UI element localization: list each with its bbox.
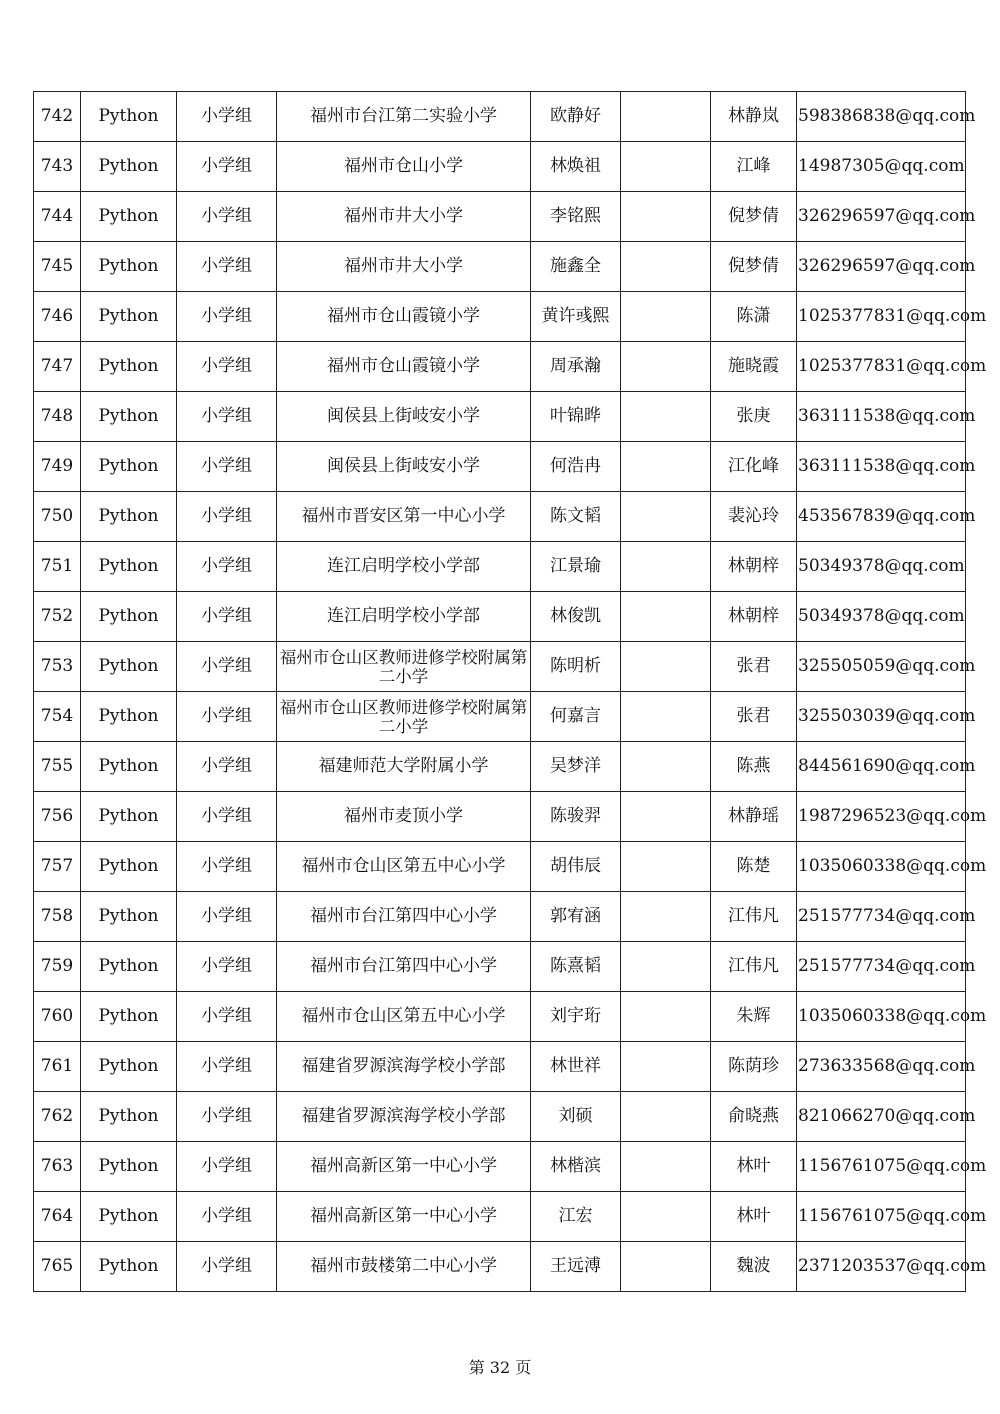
cell-language: Python <box>81 1042 177 1092</box>
cell-blank <box>621 842 711 892</box>
cell-teacher: 施晓霞 <box>711 342 797 392</box>
cell-blank <box>621 92 711 142</box>
cell-number: 744 <box>34 192 81 242</box>
cell-student: 林世祥 <box>531 1042 621 1092</box>
cell-language: Python <box>81 842 177 892</box>
cell-email: 1156761075@qq.com <box>797 1142 966 1192</box>
cell-blank <box>621 692 711 742</box>
cell-student: 陈文韬 <box>531 492 621 542</box>
cell-email: 1987296523@qq.com <box>797 792 966 842</box>
cell-number: 745 <box>34 242 81 292</box>
cell-student: 叶锦晔 <box>531 392 621 442</box>
table-row <box>34 392 966 442</box>
cell-group: 小学组 <box>177 592 277 642</box>
cell-email: 363111538@qq.com <box>797 442 966 492</box>
cell-teacher: 陈楚 <box>711 842 797 892</box>
table-row <box>34 1092 966 1142</box>
cell-email: 273633568@qq.com <box>797 1042 966 1092</box>
cell-language: Python <box>81 192 177 242</box>
cell-blank <box>621 292 711 342</box>
cell-email: 1035060338@qq.com <box>797 842 966 892</box>
cell-email: 50349378@qq.com <box>797 592 966 642</box>
cell-number: 756 <box>34 792 81 842</box>
cell-group: 小学组 <box>177 492 277 542</box>
cell-teacher: 林朝梓 <box>711 542 797 592</box>
cell-school: 福建师范大学附属小学 <box>277 742 531 792</box>
table-row <box>34 92 966 142</box>
table-row <box>34 242 966 292</box>
cell-language: Python <box>81 792 177 842</box>
cell-student: 施鑫全 <box>531 242 621 292</box>
cell-group: 小学组 <box>177 792 277 842</box>
cell-group: 小学组 <box>177 1042 277 1092</box>
cell-email: 325503039@qq.com <box>797 692 966 742</box>
table-row <box>34 1042 966 1092</box>
cell-group: 小学组 <box>177 442 277 492</box>
cell-blank <box>621 792 711 842</box>
cell-email: 325505059@qq.com <box>797 642 966 692</box>
cell-school: 福州市仓山区第五中心小学 <box>277 992 531 1042</box>
page-number: 第 32 页 <box>468 1358 532 1377</box>
cell-teacher: 江伟凡 <box>711 942 797 992</box>
cell-language: Python <box>81 742 177 792</box>
cell-blank <box>621 1092 711 1142</box>
cell-student: 王远溥 <box>531 1242 621 1292</box>
cell-teacher: 林静岚 <box>711 92 797 142</box>
cell-number: 755 <box>34 742 81 792</box>
cell-number: 760 <box>34 992 81 1042</box>
cell-teacher: 倪梦倩 <box>711 192 797 242</box>
cell-language: Python <box>81 92 177 142</box>
cell-group: 小学组 <box>177 642 277 692</box>
cell-number: 761 <box>34 1042 81 1092</box>
cell-teacher: 江峰 <box>711 142 797 192</box>
roster-table <box>33 91 987 1292</box>
cell-teacher: 陈潇 <box>711 292 797 342</box>
cell-number: 757 <box>34 842 81 892</box>
cell-email: 50349378@qq.com <box>797 542 966 592</box>
cell-number: 764 <box>34 1192 81 1242</box>
cell-school: 福州市台江第四中心小学 <box>277 942 531 992</box>
cell-teacher: 倪梦倩 <box>711 242 797 292</box>
cell-school: 福州市仓山区第五中心小学 <box>277 842 531 892</box>
cell-language: Python <box>81 142 177 192</box>
table-row <box>34 442 966 492</box>
cell-school: 福州市仓山霞镜小学 <box>277 342 531 392</box>
cell-group: 小学组 <box>177 1192 277 1242</box>
cell-group: 小学组 <box>177 342 277 392</box>
cell-group: 小学组 <box>177 542 277 592</box>
cell-number: 758 <box>34 892 81 942</box>
cell-language: Python <box>81 892 177 942</box>
cell-student: 何嘉言 <box>531 692 621 742</box>
cell-number: 763 <box>34 1142 81 1192</box>
cell-email: 363111538@qq.com <box>797 392 966 442</box>
cell-teacher: 张君 <box>711 692 797 742</box>
cell-blank <box>621 592 711 642</box>
cell-student: 林焕祖 <box>531 142 621 192</box>
cell-group: 小学组 <box>177 392 277 442</box>
cell-student: 黄许彧熙 <box>531 292 621 342</box>
cell-number: 743 <box>34 142 81 192</box>
cell-teacher: 林叶 <box>711 1192 797 1242</box>
cell-teacher: 林朝梓 <box>711 592 797 642</box>
cell-teacher: 江化峰 <box>711 442 797 492</box>
cell-language: Python <box>81 692 177 742</box>
cell-school: 福州市鼓楼第二中心小学 <box>277 1242 531 1292</box>
cell-language: Python <box>81 442 177 492</box>
cell-blank <box>621 942 711 992</box>
cell-email: 251577734@qq.com <box>797 892 966 942</box>
cell-group: 小学组 <box>177 192 277 242</box>
cell-blank <box>621 642 711 692</box>
cell-student: 李铭熙 <box>531 192 621 242</box>
table-row <box>34 592 966 642</box>
cell-school: 连江启明学校小学部 <box>277 592 531 642</box>
cell-student: 何浩冉 <box>531 442 621 492</box>
cell-email: 326296597@qq.com <box>797 192 966 242</box>
cell-blank <box>621 192 711 242</box>
cell-teacher: 魏波 <box>711 1242 797 1292</box>
cell-blank <box>621 1192 711 1242</box>
table-row <box>34 192 966 242</box>
cell-teacher: 俞晓燕 <box>711 1092 797 1142</box>
cell-group: 小学组 <box>177 692 277 742</box>
table-row <box>34 992 966 1042</box>
cell-number: 753 <box>34 642 81 692</box>
cell-language: Python <box>81 942 177 992</box>
cell-language: Python <box>81 592 177 642</box>
cell-school: 福州市仓山小学 <box>277 142 531 192</box>
table-row <box>34 842 966 892</box>
cell-school: 福州高新区第一中心小学 <box>277 1142 531 1192</box>
roster-body <box>34 92 987 1292</box>
cell-number: 754 <box>34 692 81 742</box>
cell-number: 749 <box>34 442 81 492</box>
cell-school: 闽侯县上街岐安小学 <box>277 392 531 442</box>
cell-school: 福州市井大小学 <box>277 242 531 292</box>
cell-group: 小学组 <box>177 942 277 992</box>
cell-language: Python <box>81 1142 177 1192</box>
cell-language: Python <box>81 342 177 392</box>
cell-school: 福州市仓山霞镜小学 <box>277 292 531 342</box>
cell-number: 752 <box>34 592 81 642</box>
table-row <box>34 542 966 592</box>
cell-number: 762 <box>34 1092 81 1142</box>
cell-school: 连江启明学校小学部 <box>277 542 531 592</box>
cell-email: 1156761075@qq.com <box>797 1192 966 1242</box>
cell-language: Python <box>81 642 177 692</box>
cell-school: 福州市仓山区教师进修学校附属第二小学 <box>277 642 531 692</box>
cell-blank <box>621 342 711 392</box>
table-row <box>34 142 966 192</box>
cell-language: Python <box>81 492 177 542</box>
cell-school: 福州市台江第二实验小学 <box>277 92 531 142</box>
cell-teacher: 陈燕 <box>711 742 797 792</box>
cell-teacher: 张君 <box>711 642 797 692</box>
cell-number: 746 <box>34 292 81 342</box>
cell-blank <box>621 542 711 592</box>
cell-group: 小学组 <box>177 842 277 892</box>
cell-email: 1025377831@qq.com <box>797 342 966 392</box>
cell-school: 福州市晋安区第一中心小学 <box>277 492 531 542</box>
cell-blank <box>621 242 711 292</box>
cell-student: 周承瀚 <box>531 342 621 392</box>
cell-number: 747 <box>34 342 81 392</box>
cell-number: 765 <box>34 1242 81 1292</box>
cell-blank <box>621 742 711 792</box>
cell-blank <box>621 492 711 542</box>
cell-blank <box>621 892 711 942</box>
cell-school: 福州市台江第四中心小学 <box>277 892 531 942</box>
table-row <box>34 492 966 542</box>
cell-number: 742 <box>34 92 81 142</box>
table-row <box>34 892 966 942</box>
cell-student: 江景瑜 <box>531 542 621 592</box>
cell-language: Python <box>81 242 177 292</box>
cell-student: 吴梦洋 <box>531 742 621 792</box>
cell-school: 福建省罗源滨海学校小学部 <box>277 1092 531 1142</box>
cell-student: 陈熹韬 <box>531 942 621 992</box>
cell-email: 844561690@qq.com <box>797 742 966 792</box>
cell-number: 759 <box>34 942 81 992</box>
table-row <box>34 1142 966 1192</box>
cell-blank <box>621 992 711 1042</box>
cell-email: 326296597@qq.com <box>797 242 966 292</box>
table-row <box>34 1192 966 1242</box>
cell-group: 小学组 <box>177 292 277 342</box>
cell-group: 小学组 <box>177 992 277 1042</box>
cell-email: 453567839@qq.com <box>797 492 966 542</box>
cell-school: 闽侯县上街岐安小学 <box>277 442 531 492</box>
cell-blank <box>621 142 711 192</box>
cell-group: 小学组 <box>177 142 277 192</box>
cell-teacher: 裴沁玲 <box>711 492 797 542</box>
cell-email: 1035060338@qq.com <box>797 992 966 1042</box>
table-row <box>34 292 966 342</box>
cell-teacher: 林静瑶 <box>711 792 797 842</box>
cell-group: 小学组 <box>177 742 277 792</box>
cell-language: Python <box>81 1092 177 1142</box>
cell-school: 福州高新区第一中心小学 <box>277 1192 531 1242</box>
cell-group: 小学组 <box>177 242 277 292</box>
cell-blank <box>621 392 711 442</box>
cell-email: 821066270@qq.com <box>797 1092 966 1142</box>
cell-group: 小学组 <box>177 1142 277 1192</box>
cell-student: 欧静好 <box>531 92 621 142</box>
cell-teacher: 林叶 <box>711 1142 797 1192</box>
cell-language: Python <box>81 1242 177 1292</box>
cell-blank <box>621 1042 711 1092</box>
cell-teacher: 朱辉 <box>711 992 797 1042</box>
cell-student: 陈骏羿 <box>531 792 621 842</box>
cell-student: 林俊凯 <box>531 592 621 642</box>
cell-student: 林楷滨 <box>531 1142 621 1192</box>
cell-email: 14987305@qq.com <box>797 142 966 192</box>
cell-student: 胡伟辰 <box>531 842 621 892</box>
cell-group: 小学组 <box>177 1242 277 1292</box>
table-row <box>34 742 966 792</box>
cell-language: Python <box>81 292 177 342</box>
cell-teacher: 陈荫珍 <box>711 1042 797 1092</box>
cell-school: 福州市麦顶小学 <box>277 792 531 842</box>
cell-blank <box>621 442 711 492</box>
table-row <box>34 342 966 392</box>
cell-group: 小学组 <box>177 1092 277 1142</box>
cell-student: 郭宥涵 <box>531 892 621 942</box>
cell-group: 小学组 <box>177 892 277 942</box>
cell-school: 福州市井大小学 <box>277 192 531 242</box>
table-row <box>34 642 966 692</box>
cell-language: Python <box>81 1192 177 1242</box>
cell-language: Python <box>81 542 177 592</box>
cell-language: Python <box>81 392 177 442</box>
cell-teacher: 江伟凡 <box>711 892 797 942</box>
cell-email: 1025377831@qq.com <box>797 292 966 342</box>
cell-student: 陈明析 <box>531 642 621 692</box>
cell-group: 小学组 <box>177 92 277 142</box>
cell-email: 2371203537@qq.com <box>797 1242 966 1292</box>
cell-language: Python <box>81 992 177 1042</box>
cell-teacher: 张庚 <box>711 392 797 442</box>
cell-school: 福建省罗源滨海学校小学部 <box>277 1042 531 1092</box>
table-row <box>34 1242 966 1292</box>
cell-email: 598386838@qq.com <box>797 92 966 142</box>
cell-number: 751 <box>34 542 81 592</box>
cell-blank <box>621 1242 711 1292</box>
cell-blank <box>621 1142 711 1192</box>
table-row <box>34 792 966 842</box>
cell-email: 251577734@qq.com <box>797 942 966 992</box>
cell-student: 刘宇珩 <box>531 992 621 1042</box>
cell-student: 江宏 <box>531 1192 621 1242</box>
cell-student: 刘硕 <box>531 1092 621 1142</box>
table-row <box>34 692 966 742</box>
cell-school: 福州市仓山区教师进修学校附属第二小学 <box>277 692 531 742</box>
cell-number: 750 <box>34 492 81 542</box>
cell-number: 748 <box>34 392 81 442</box>
table-row <box>34 942 966 992</box>
